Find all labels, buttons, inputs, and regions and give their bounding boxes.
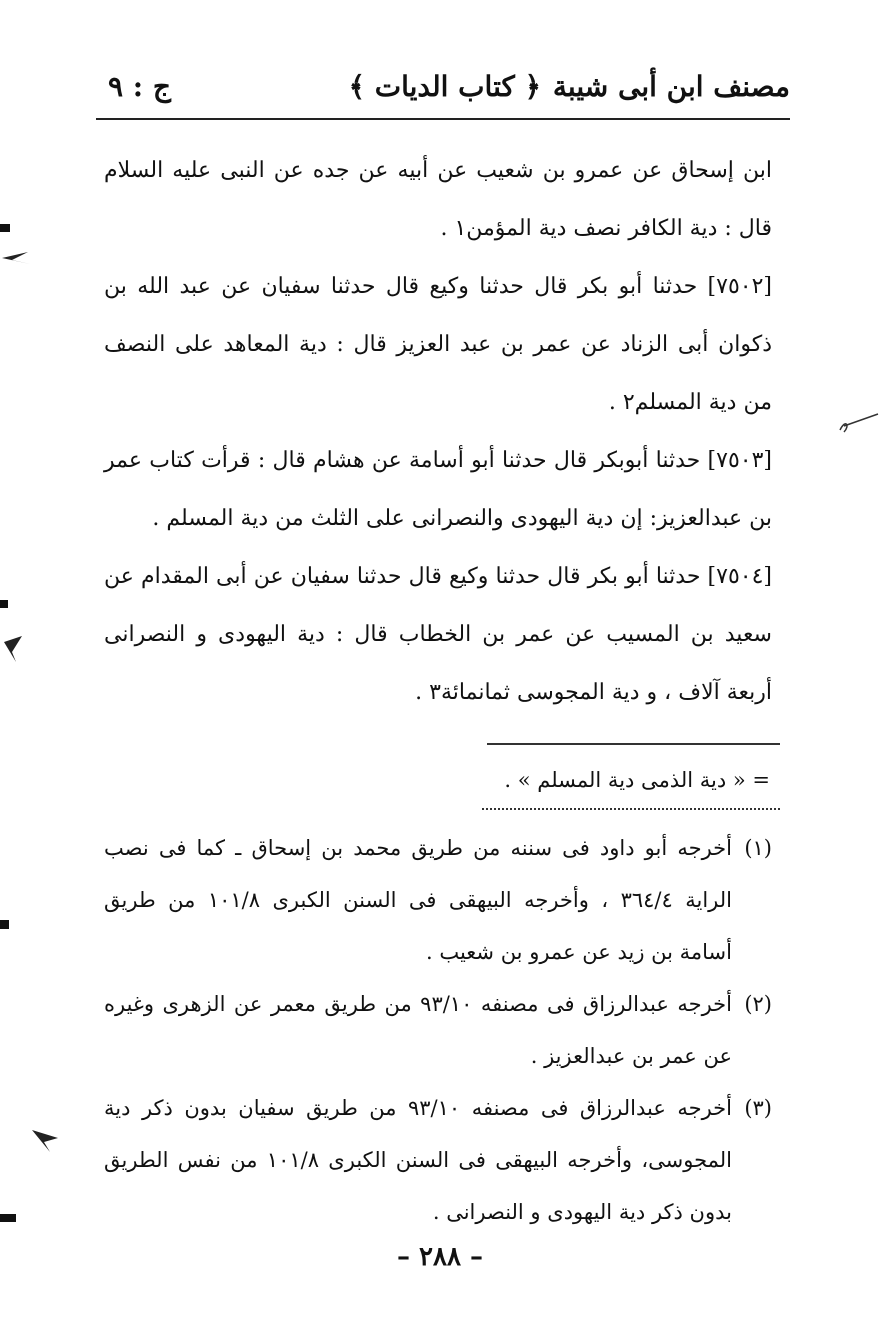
footnote-divider xyxy=(487,743,780,745)
chapter-title: ﴿ كتاب الديات ﴾ xyxy=(348,70,541,103)
footnote-2 xyxy=(104,978,772,1082)
running-header xyxy=(96,66,790,116)
paragraph-continuation: ابن إسحاق عن عمرو بن شعيب عن أبيه عن جده عن النبى عليه السلام قال : دية الكافر نصف دية المؤمن١ . xyxy=(104,158,772,241)
scan-mark-icon xyxy=(0,220,40,280)
header-divider xyxy=(96,118,790,120)
hadith-7503: [٧٥٠٣] حدثنا أبوبكر قال حدثنا أبو أسامة عن هشام قال : قرأت كتاب عمر بن عبدالعزيز: إن دية اليهودى والنصرانى على الثلث من دية المسلم . xyxy=(104,448,772,531)
footnote-number: (٣) xyxy=(744,1096,772,1120)
footnote-1 xyxy=(104,822,772,978)
footnote-text: أخرجه عبدالرزاق فى مصنفه ٩٣/١٠ من طريق معمر عن الزهرى وغيره عن عمر بن عبدالعزيز . xyxy=(104,992,732,1068)
footnotes xyxy=(104,822,772,1238)
hadith-7502: [٧٥٠٢] حدثنا أبو بكر قال حدثنا وكيع قال حدثنا سفيان عن عبد الله بن ذكوان أبى الزناد عن عمر بن عبد العزيز قال : دية المعاهد على النصف من دية المسلم٢ . xyxy=(104,274,772,415)
footnote-number: (٢) xyxy=(744,992,772,1016)
scan-mark-icon xyxy=(836,408,880,438)
volume-number: ج : ٩ xyxy=(108,70,171,103)
footnote-text: أخرجه أبو داود فى سننه من طريق محمد بن إسحاق ـ كما فى نصب الراية ٣٦٤/٤ ، وأخرجه البيهقى فى السنن الكبرى ١٠١/٨ من طريق أسامة بن زيد عن عمرو بن شعيب . xyxy=(104,836,733,964)
footnote-divider-dotted xyxy=(482,808,780,810)
scan-mark-icon xyxy=(0,1212,20,1226)
hadith-7504: [٧٥٠٤] حدثنا أبو بكر قال حدثنا وكيع قال حدثنا سفيان عن أبى المقدام عن سعيد بن المسيب عن عمر بن الخطاب قال : دية اليهودى و النصرانى أربعة آلاف ، و دية المجوسى ثمانمائة٣ . xyxy=(104,564,772,705)
main-text xyxy=(104,142,772,722)
scan-mark-icon xyxy=(30,1124,64,1154)
scan-mark-icon xyxy=(0,918,14,932)
footnote-carryover: = « دية الذمى دية المسلم » . xyxy=(504,768,770,792)
book-title: مصنف ابن أبى شيبة xyxy=(552,70,790,103)
footnote-text: أخرجه عبدالرزاق فى مصنفه ٩٣/١٠ من طريق سفيان بدون ذكر دية المجوسى، وأخرجه البيهقى فى السنن الكبرى ١٠١/٨ من نفس الطريق بدون ذكر دية اليهودى و النصرانى . xyxy=(104,1096,732,1224)
footnote-number: (١) xyxy=(744,836,772,860)
footnote-3 xyxy=(104,1082,772,1238)
scan-mark-icon xyxy=(0,596,30,666)
page-number: – ٢٨٨ – xyxy=(396,1242,484,1272)
